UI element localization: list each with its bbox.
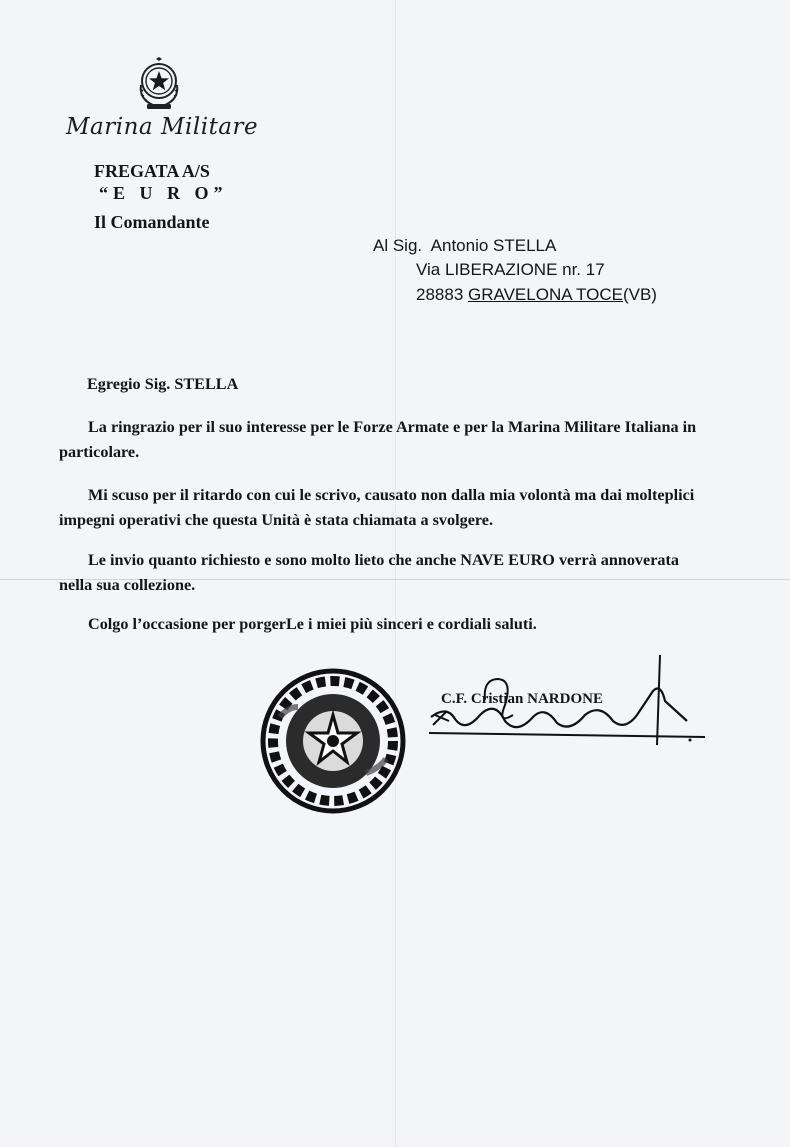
ship-type-heading: FREGATA A/S [94, 161, 210, 181]
sender-role-heading: Il Comandante [94, 212, 210, 232]
ship-name-heading: “E U R O” [99, 183, 228, 203]
recipient-name-line [373, 236, 556, 256]
paragraph-1-line-2: particolare. [59, 443, 140, 461]
paragraph-2-line-1: Mi scuso per il ritardo con cui le scrivo, causato non dalla mia volontà ma dai molteplici [88, 486, 695, 504]
paragraph-3-line-1: Le invio quanto richiesto e sono molto lieto che anche NAVE EURO verrà annoverata [88, 551, 679, 569]
paragraph-3-line-2: nella sua collezione. [59, 576, 196, 594]
recipient-name: Antonio STELLA [430, 236, 557, 255]
closing-line: Colgo l’occasione per porgerLe i miei più sinceri e cordiali saluti. [88, 615, 537, 633]
recipient-province: (VB) [622, 285, 657, 304]
recipient-city-line [416, 285, 657, 305]
recipient-postcode: 28883 [416, 285, 464, 304]
organization-logo-text: Marina Militare [66, 114, 259, 140]
recipient-street: Via LIBERAZIONE nr. 17 [416, 260, 605, 279]
recipient-city: GRAVELONA TOCE [468, 285, 623, 304]
signer-name: C.F. Cristian NARDONE [441, 691, 603, 707]
paper-fold-line-vertical [395, 0, 396, 1147]
official-stamp-seal-icon [258, 667, 408, 815]
paragraph-1-line-1: La ringrazio per il suo interesse per le Forze Armate e per la Marina Militare Italiana in [88, 418, 697, 436]
salutation: Egregio Sig. STELLA [87, 375, 239, 393]
paragraph-2-line-2: impegni operativi che questa Unità è stata chiamata a svolgere. [59, 511, 494, 529]
recipient-prefix: Al Sig. [373, 236, 423, 255]
italian-republic-emblem-icon [135, 55, 183, 113]
